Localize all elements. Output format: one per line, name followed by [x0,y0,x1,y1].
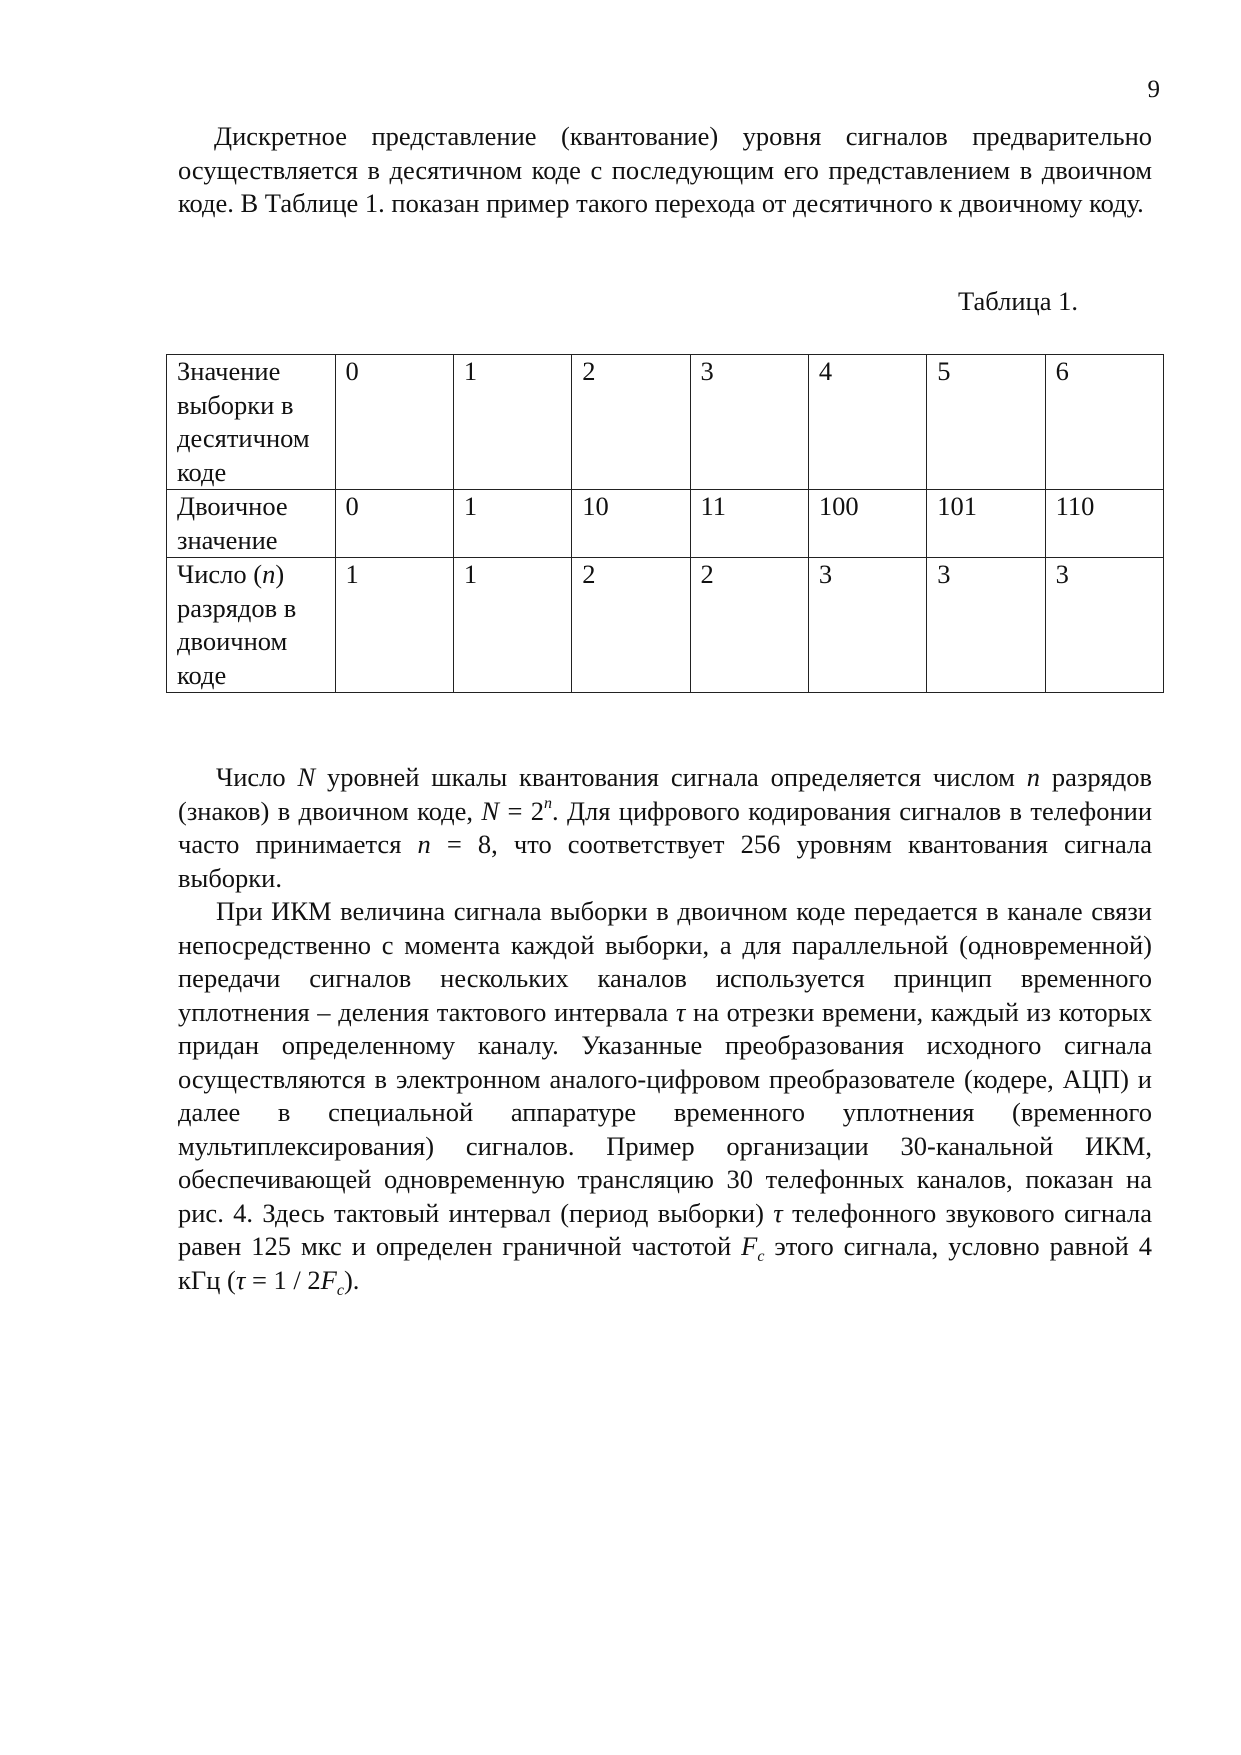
symbol-tau: τ [235,1264,246,1295]
table-cell: 3 [690,355,808,490]
formula-subscript: c [336,1281,344,1299]
formula-eq: = 2 [499,795,544,826]
formula-value: = 8 [430,829,492,859]
variable-n: n [1026,762,1040,792]
formula-var: N [481,795,500,826]
row-header-digits [167,558,336,693]
variable-N: N [297,762,316,792]
formula-tau [235,1264,344,1299]
text-run: этого сигнала, условно равной 4 кГц ( [178,1231,1152,1295]
text-run: на отрезки времени, каждый из которых придан определенному каналу. Указанные преобразования исходного сигнала осуществляются в электронном аналого-цифровом преобразователе (кодере, АЦП) и далее в специальной аппаратуре временного уплотнения (временного мультиплексирования) сигналов. Пример организации 30-канальной ИКМ, обеспечивающей одновременную трансляцию 30 телефонных каналов, показан на рис. 4. Здесь тактовый интервал (период выборки) [178,996,1152,1228]
table-cell: 100 [808,490,926,558]
quantization-paragraph [178,761,1152,895]
text-run: , что соответствует 256 уровням квантования сигнала выборки. [178,829,1152,893]
row-header-decimal: Значение выборки в десятичном коде [167,355,336,490]
symbol-tau: τ [773,1197,783,1228]
table-cell: 0 [335,355,453,490]
table-row-binary [167,490,1164,558]
table-cell: 2 [572,558,690,693]
table-row-decimal [167,355,1164,490]
table-cell: 3 [808,558,926,693]
text-run: уровней шкалы квантования сигнала определяется числом [315,762,1027,792]
variable-n: n [262,559,276,589]
table-cell: 2 [572,355,690,490]
table-row-digits [167,558,1164,693]
body-text-block [178,761,1152,1297]
table-cell: 11 [690,490,808,558]
symbol-tau: τ [675,996,686,1027]
text-run: . Для цифрового кодирования сигналов в телефонии часто принимается [178,795,1152,859]
conversion-table [166,354,1164,693]
pcm-paragraph [178,895,1152,1297]
formula-mid: = 1 / 2 [245,1264,321,1295]
text-run: разрядов (знаков) в двоичном коде, [178,762,1152,826]
table-cell: 1 [335,558,453,693]
text-run: ). [343,1264,360,1295]
table-cell: 1 [453,355,571,490]
table-cell: 0 [335,490,453,558]
row-header-prefix: Число ( [177,559,263,589]
table-caption: Таблица 1. [958,286,1078,316]
formula-var: F [320,1264,337,1295]
table-cell: 3 [927,558,1045,693]
formula-n-eq-8 [418,829,492,859]
table-cell: 110 [1045,490,1163,558]
row-header-suffix: ) разрядов в двоичном коде [177,559,297,690]
symbol-Fc [741,1231,765,1265]
table-cell: 1 [453,490,571,558]
table-cell: 101 [927,490,1045,558]
table-cell: 10 [572,490,690,558]
table-cell: 4 [808,355,926,490]
text-run: При ИКМ величина сигнала выборки в двоичном коде передается в канале связи непосредственно с момента каждой выборки, а для параллельной (одновременной) передачи сигналов нескольких каналов используется принцип временного уплотнения – деления тактового интервала [178,896,1152,1027]
row-header-binary: Двоичное значение [167,490,336,558]
table-cell: 3 [1045,558,1163,693]
page-number: 9 [1147,76,1160,103]
table-cell: 5 [927,355,1045,490]
table-cell: 6 [1045,355,1163,490]
formula-levels [481,796,552,826]
text-run: Число [216,762,298,792]
formula-exponent: n [543,794,552,812]
formula-var: n [417,829,431,859]
intro-paragraph-block [178,120,1152,221]
text-run: телефонного звукового сигнала равен 125 мкс и определен граничной частотой [178,1197,1152,1261]
table-cell: 2 [690,558,808,693]
formula-subscript: c [757,1248,765,1265]
table-cell: 1 [453,558,571,693]
intro-paragraph: Дискретное представление (квантование) уровня сигналов предварительно осуществляется в десятичном коде с последующим его представлением в двоичном коде. В Таблице 1. показан пример такого перехода от десятичного к двоичному коду. [178,121,1152,218]
formula-var: F [741,1231,758,1261]
